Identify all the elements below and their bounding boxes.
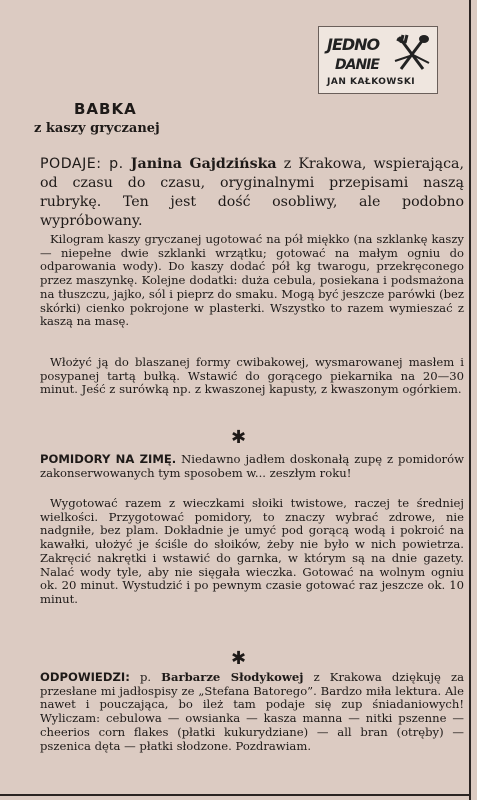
separator-star-2: ✱: [231, 648, 247, 669]
tomatoes-lead: [40, 453, 464, 480]
recipe-para1-text: Kilogram kaszy gryczanej ugotować na pół miękko (na szklankę kaszy — niepełne dwie szklanki wrzątku; gotować na małym ogniu do odparowania wody). Do kaszy dodać pół kg twarogu, przekręconego przez maszynkę. Kolejne dodatki: duża cebula, posiekana i podsmażona na tłuszczu, jajko, sól i pieprz do smaku. Mogą być jeszcze parówki (bez skórki) cienko pokrojone w plasterki. Wszystko to razem wymieszać z kaszą na masę.: [40, 232, 464, 329]
intro-lead: PODAJE: p.: [40, 156, 124, 172]
recipe-paragraph-2: [40, 356, 464, 397]
recipe-title: BABKA: [74, 100, 137, 118]
tomatoes-lead-text: Niedawno jadłem doskonałą zupę z pomidorów zakonserwowanych tym sposobem w... zeszłym roku!: [40, 452, 465, 480]
tomatoes-para-text: Wygotować razem z wieczkami słoiki twistowe, raczej te średniej wielkości. Przygotować pomidory, to znaczy wybrać zdrowe, nie nadgniłe, bez plam. Dokładnie je umyć pod gorącą wodą i pokroić na kawałki, ułożyć je ściśle do słoików, żeby nie było w nich powietrza. Zakręcić nakrętki i wstawić do garnka, w którym są na dnie gazety. Nalać wody tyle, aby nie sięgała wieczka. Gotować na wolnym ogniu ok. 20 minut. Wystudzić i po pewnym czasie gotować raz jeszcze ok. 10 minut.: [40, 496, 464, 606]
tomatoes-head: POMIDORY NA ZIMĘ.: [40, 452, 177, 466]
column-rule-right: [469, 0, 471, 800]
recipe-paragraph-1: [40, 233, 464, 329]
recipe-para2-text: Włożyć ją do blaszanej formy cwibakowej, wysmarowanej masłem i posypanej tartą bułką. Wstawić do gorącego piekarnika na 20—30 minut. Jeść z surówką np. z kwaszonej kapusty, z kwaszonym ogórkiem.: [40, 355, 464, 397]
logo-line1: JEDNO: [327, 35, 380, 54]
answers-name: Barbarze Słodykowej: [161, 670, 304, 684]
logo-author: JAN KAŁKOWSKI: [327, 77, 416, 87]
column-rule-bottom: [0, 794, 471, 796]
answers-lead: p.: [139, 670, 152, 684]
fork-spoon-icon: [393, 33, 431, 73]
intro-rest: z Krakowa, wspierająca, od czasu do czasu, oryginalnymi przepisami naszą rubrykę. Ten jest dość osobliwy, ale podobno wypróbowany.: [40, 156, 464, 229]
answers-text: z Krakowa dziękuję za przesłane mi jadłospisy ze „Stefana Batorego”. Bardzo miła lektura. Ale nawet i pouczająca, bo ileż tam podaje się zup śniadaniowych! Wyliczam: cebulowa — owsianka — kasza manna — nitki pszenne — cheerios corn flakes (płatki kukurydziane) — all bran (otręby) — pszenica dęta — płatki słodzone. Pozdrawiam.: [40, 670, 465, 753]
answers-paragraph: [40, 671, 464, 753]
intro-name: Janina Gajdzińska: [130, 156, 277, 172]
separator-star-1: ✱: [231, 427, 247, 448]
column-logo: [318, 26, 438, 94]
answers-head: ODPOWIEDZI:: [40, 670, 130, 684]
tomatoes-paragraph: [40, 497, 464, 607]
logo-line2: DANIE: [335, 57, 379, 73]
recipe-intro: [40, 155, 464, 231]
recipe-subtitle: z kaszy gryczanej: [34, 121, 160, 136]
